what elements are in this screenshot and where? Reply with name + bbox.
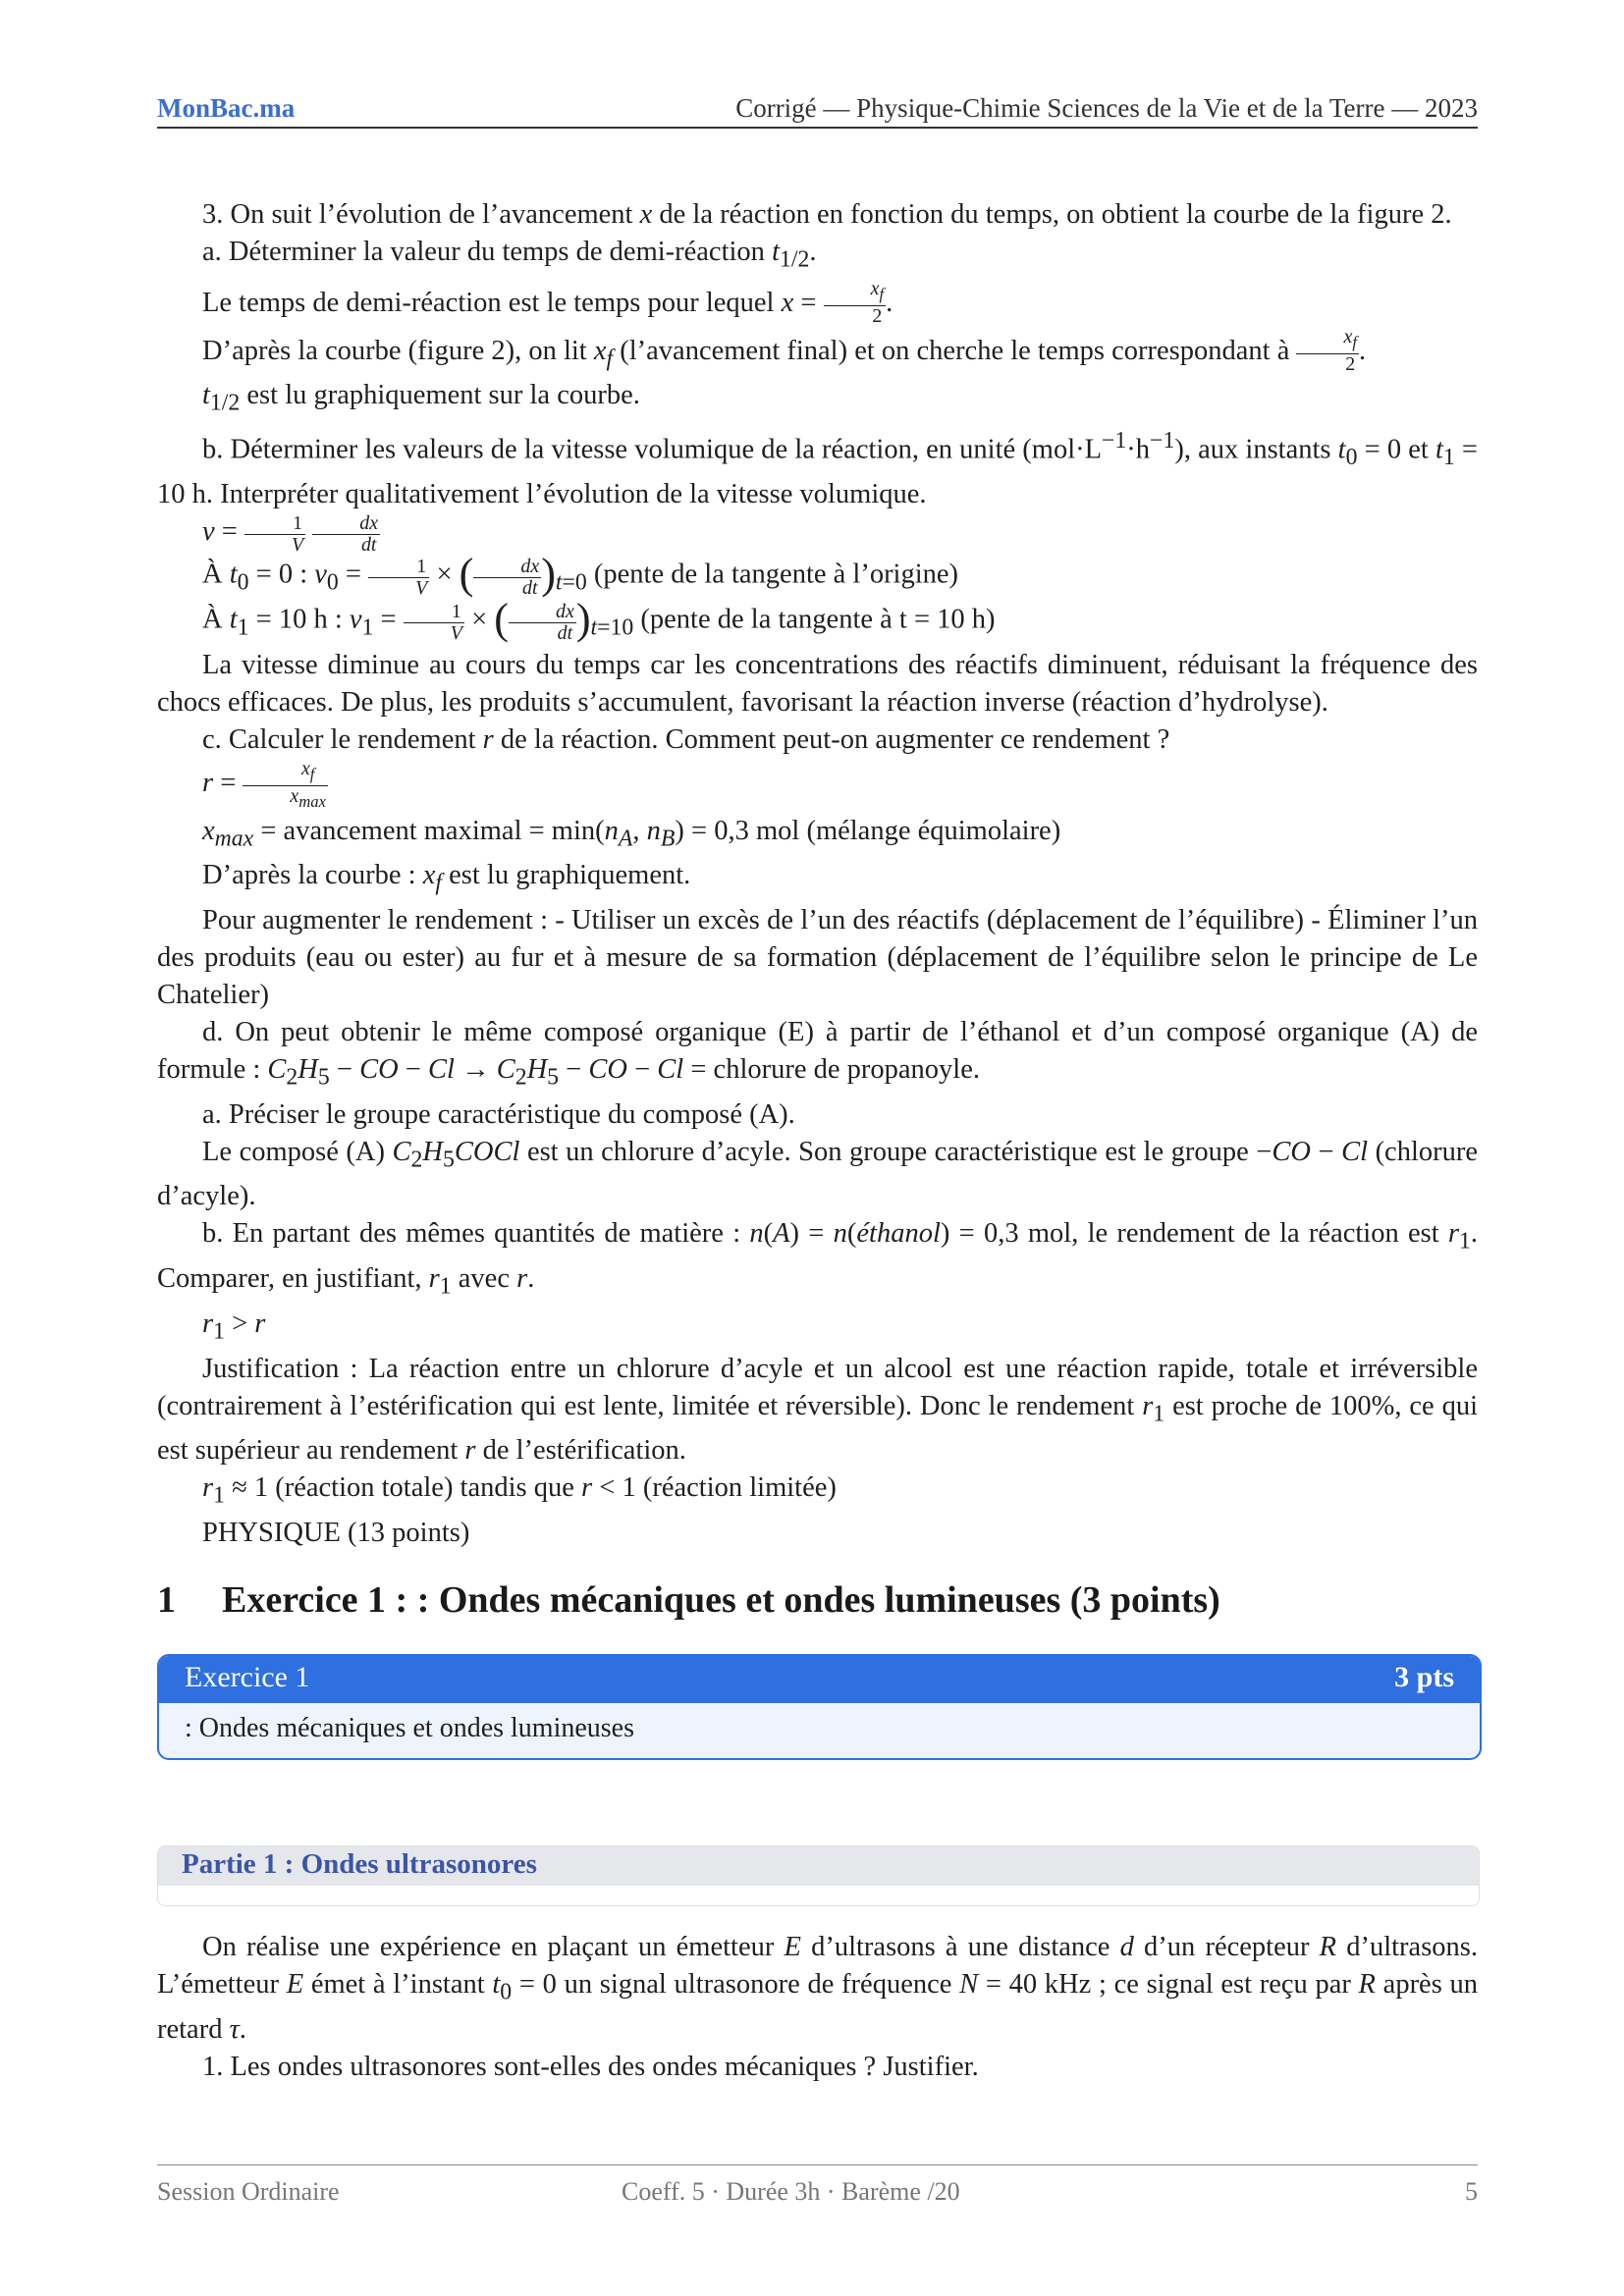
q3b-v0: À $t_0 = 0$ : $v_0$ = $\frac{1}{V}$ × ( $\frac{dx}{dt}$ )$_{t=0}$ (pente de la tangente à l’origine): [202, 550, 959, 599]
q3b-formula: v = $\frac{1}{V}$ $\frac{dx}{dt}$: [202, 512, 379, 557]
footer-coefficient: Coeff. 5 · Durée 3h · Barème /20: [622, 2177, 960, 2206]
q3c-question: c. Calculer le rendement r de la réaction. Comment peut-on augmenter ce rendement ?: [202, 723, 1170, 755]
exercise-points: 3 pts: [1394, 1661, 1454, 1693]
q3a-reading: D’après la courbe (figure 2), on lit $x_f$ (l’avancement final) et on cherche le temps correspondant à $\frac{x_f}{2}$ .: [202, 325, 1367, 375]
section-title: Exercice 1 : : Ondes mécaniques et ondes lumineuses (3 points): [222, 1579, 1220, 1621]
page-header: [157, 91, 1478, 129]
header-title: Corrigé — Physique-Chimie Sciences de la Vie et de la Terre — 2023: [735, 93, 1478, 123]
q3c-improve: Pour augmenter le rendement : - Utiliser un excès de l’un des réactifs (déplacement de l’équilibre) - Éliminer l’un des produits (eau ou ester) au fur et à mesure de sa formation (déplacement de l’équilibre selon le principe de Le Chatelier): [157, 905, 1478, 1011]
part-box: [157, 1845, 1480, 1906]
physique-label: PHYSIQUE (13 points): [202, 1517, 470, 1548]
q3c-xmax: $x_{max}$ = avancement maximal = $\min(n_A$, $n_B) = 0,3$ mol (mélange équimolaire): [202, 815, 1061, 852]
exercise-subtitle: : Ondes mécaniques et ondes lumineuses: [185, 1713, 635, 1743]
q3a-question: a. Déterminer la valeur du temps de demi-réaction $t_{1/2}$.: [202, 237, 817, 273]
q3-intro: 3. On suit l’évolution de l’avancement x de la réaction en fonction du temps, on obtient la courbe de la figure 2.: [202, 199, 1452, 230]
q3d-b-question: b. En partant des mêmes quantités de matière : n(A) = n(éthanol) = 0,3 mol, le rendement de la réaction est $r_1$. Comparer, en justifiant, $r_1$ avec r.: [157, 1218, 1478, 1300]
page-number: 5: [1465, 2177, 1478, 2206]
exercise-label: Exercice 1: [185, 1661, 310, 1693]
q3c-formula: r = $\frac{x_f}{x_{max}}$: [202, 757, 326, 811]
q3d-b-approx: $r_1 \approx 1$ (réaction totale) tandis que r < 1 (réaction limitée): [202, 1472, 837, 1509]
q3b-question: b. Déterminer les valeurs de la vitesse volumique de la réaction, en unité $(mol\cdot L^{-1}\cdot h^{-1})$, aux instants $t_0 = 0$ et $t_1 = 10$ h. Interpréter qualitativement l’évolution de la vitesse volumique.: [157, 427, 1478, 510]
page-footer: [157, 2164, 1478, 2205]
q3d-b-compare: $r_1 > r$: [202, 1308, 266, 1345]
q3d-b-justification: Justification : La réaction entre un chlorure d’acyle et un alcool est une réaction rapide, totale et irréversible (contrairement à l’estérification qui est lente, limitée et réversible). Donc le rendement $r_1$ est proche de 100%, ce qui est supérieur au rendement r de l’estérification.: [157, 1353, 1478, 1467]
q3d-a-question: a. Préciser le groupe caractéristique du composé (A).: [202, 1098, 795, 1130]
part-title: Partie 1 : Ondes ultrasonores: [182, 1848, 537, 1880]
part-intro: On réalise une expérience en plaçant un émetteur E d’ultrasons à une distance d d’un récepteur R d’ultrasons. L’émetteur E émet à l’instant $t_0 = 0$ un signal ultrasonore de fréquence N = 40 kHz ; ce signal est reçu par R après un retard τ.: [157, 1932, 1479, 2045]
exercise-box-header: [159, 1656, 1480, 1703]
q3a-result: $t_{1/2}$ est lu graphiquement sur la courbe.: [202, 380, 640, 416]
q3d-a-answer: Le composé (A) $C_2H_5COCl$ est un chlorure d’acyle. Son groupe caractéristique est le groupe −CO − Cl (chlorure d’acyle).: [157, 1136, 1479, 1212]
footer-session: Session Ordinaire: [157, 2177, 340, 2206]
answer-body: [157, 196, 1478, 1552]
q3b-v1: À $t_1 = 10$ h : $v_1$ = $\frac{1}{V}$ × ( $\frac{dx}{dt}$ )$_{t=10}$ (pente de la tangente à t = 10 h): [202, 595, 996, 645]
q3b-interpretation: La vitesse diminue au cours du temps car les concentrations des réactifs diminuent, réduisant la fréquence des chocs efficaces. De plus, les produits s’accumulent, favorisant la réaction inverse (réaction d’hydrolyse).: [157, 649, 1478, 718]
part-question-1: 1. Les ondes ultrasonores sont-elles des ondes mécaniques ? Justifier.: [202, 2051, 979, 2082]
q3d-intro: d. On peut obtenir le même composé organique (E) à partir de l’éthanol et d’un composé organique (A) de formule : $C_2H_5$ − CO − $Cl \to C_2H_5$ − CO − Cl = chlorure de propanoyle.: [157, 1017, 1478, 1091]
section-number: 1: [157, 1579, 176, 1621]
section-heading: [157, 1578, 1220, 1622]
part-body: [157, 1929, 1478, 2086]
q3c-read: D’après la courbe : $x_f$ est lu graphiquement.: [202, 860, 691, 897]
exercise-box: [157, 1654, 1482, 1760]
brand-logo[interactable]: MonBac.ma: [157, 93, 296, 123]
q3a-definition: Le temps de demi-réaction est le temps pour lequel x = $\frac{x_f}{2}$ .: [202, 277, 893, 327]
